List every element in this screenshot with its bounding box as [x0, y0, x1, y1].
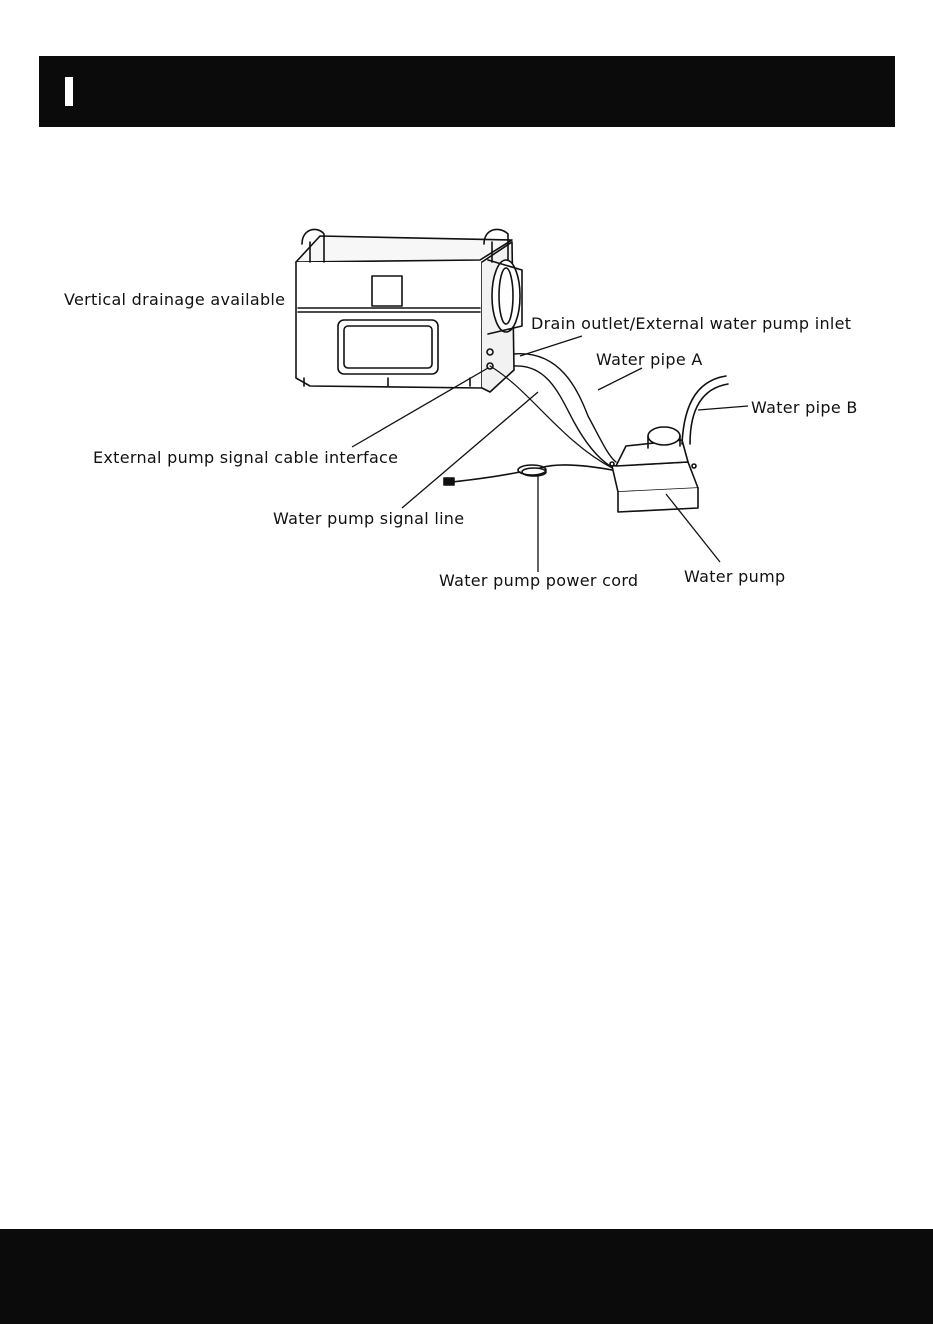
label-pump-power-cord: Water pump power cord [439, 571, 639, 590]
label-drain-outlet: Drain outlet/External water pump inlet [531, 314, 852, 333]
header-marker [65, 77, 73, 106]
label-water-pump: Water pump [684, 567, 786, 586]
label-water-pipe-b: Water pipe B [751, 398, 858, 417]
header-bar [39, 56, 895, 127]
power-cord-drawing [444, 465, 612, 485]
dehumidifier-unit [296, 229, 522, 392]
installation-diagram [0, 200, 933, 620]
water-pipe-a-drawing [514, 354, 616, 466]
label-pump-signal-line: Water pump signal line [273, 509, 465, 528]
label-water-pipe-a: Water pipe A [596, 350, 703, 369]
label-pump-signal-interface: External pump signal cable interface [93, 448, 399, 467]
label-vertical-drainage: Vertical drainage available [64, 290, 286, 309]
water-pump-drawing [610, 427, 698, 512]
footer-bar [0, 1229, 933, 1324]
